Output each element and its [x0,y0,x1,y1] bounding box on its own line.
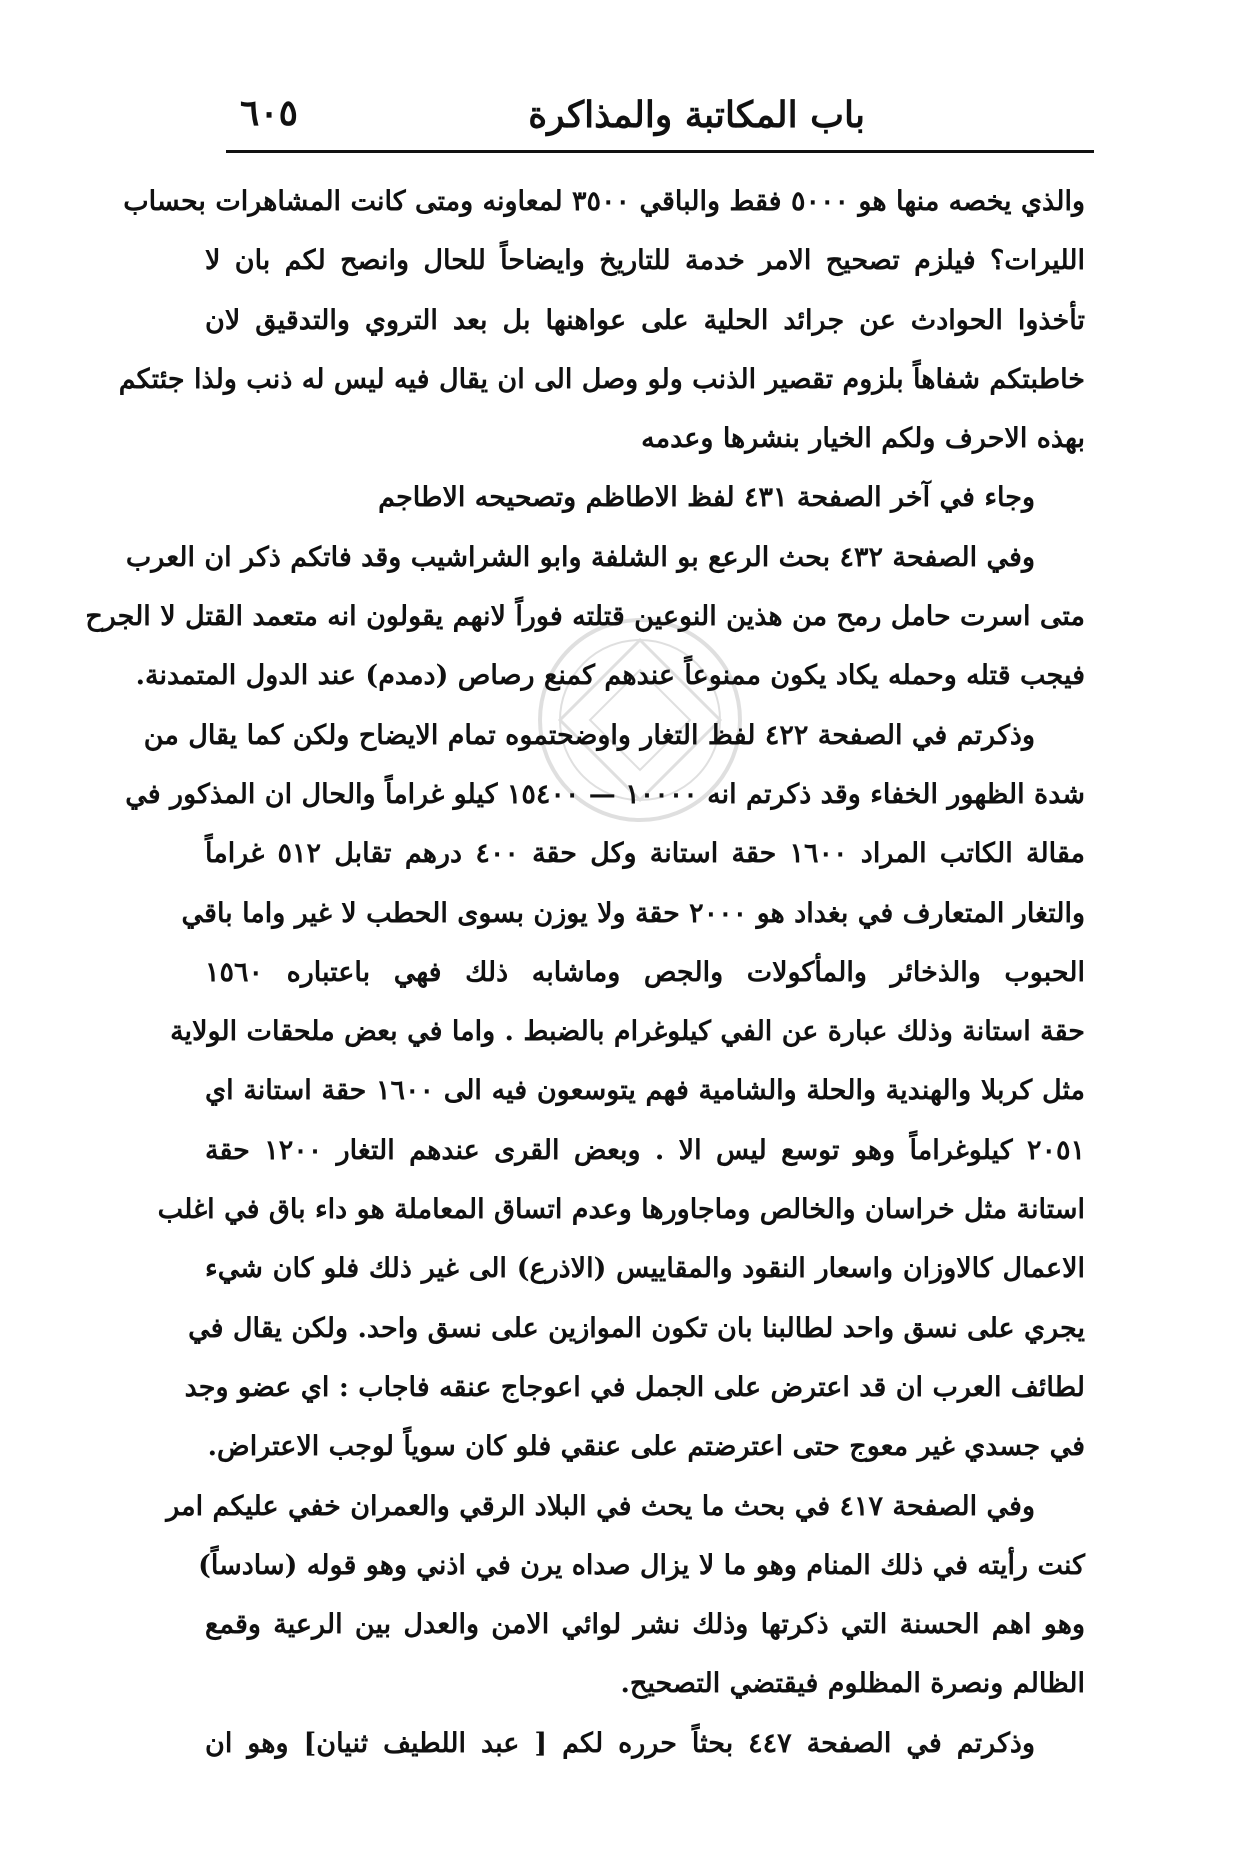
text-line: تأخذوا الحوادث عن جرائد الحلية على عواهنها بل بعد التروي والتدقيق لان [205,304,1085,336]
text-line: وذكرتم في الصفحة ٤٢٢ لفظ التغار واوضحتموه تمام الايضاح ولكن كما يقال من [143,719,1035,751]
text-line: في جسدي غير معوج حتى اعترضتم على عنقي فلو كان سوياً لوجب الاعتراض. [207,1431,1085,1463]
text-line: الاعمال كالاوزان واسعار النقود والمقاييس (الاذرع) الى غير ذلك فلو كان شيء [205,1253,1085,1285]
text-line: الليرات؟ فيلزم تصحيح الامر خدمة للتاريخ وايضاحاً للحال وانصح لكم بان لا [205,245,1085,277]
text-line: فيجب قتله وحمله يكاد يكون ممنوعاً عندهم كمنع رصاص (دمدم) عند الدول المتمدنة. [135,660,1085,692]
text-line: ٢٠٥١ كيلوغراماً وهو توسع ليس الا . وبعض القرى عندهم التغار ١٢٠٠ حقة [205,1134,1085,1166]
text-line: وفي الصفحة ٤١٧ في بحث ما يحث في البلاد الرقي والعمران خفي عليكم امر [166,1490,1035,1522]
article-body [85,172,1085,1773]
text-line: وذكرتم في الصفحة ٤٤٧ بحثاً حرره لكم [ عبد اللطيف ثنيان] وهو ان [205,1727,1035,1759]
text-line: يجري على نسق واحد لطالبنا بان تكون الموازين على نسق واحد. ولكن يقال في [188,1312,1085,1344]
text-line: شدة الظهور الخفاء وقد ذكرتم انه ١٠٠٠٠ — ١٥٤٠٠ كيلو غراماً والحال ان المذكور في [125,778,1085,810]
text-line: خاطبتكم شفاهاً بلزوم تقصير الذنب ولو وصل الى ان يقال فيه ليس له ذنب ولذا جئتكم [118,363,1085,395]
text-line: مثل كربلا والهندية والحلة والشامية فهم يتوسعون فيه الى ١٦٠٠ حقة استانة اي [205,1075,1085,1107]
text-line: استانة مثل خراسان والخالص وماجاورها وعدم اتساق المعاملة هو داء باق في اغلب [157,1194,1085,1226]
text-line: حقة استانة وذلك عبارة عن الفي كيلوغرام بالضبط . واما في بعض ملحقات الولاية [170,1016,1085,1048]
text-line: الظالم ونصرة المظلوم فيقتضي التصحيح. [620,1668,1085,1700]
text-line: متى اسرت حامل رمح من هذين النوعين قتلته فوراً لانهم يقولون انه متعمد القتل لا الجرح [85,601,1085,633]
section-title: باب المكاتبة والمذاكرة [528,94,865,136]
text-line: مقالة الكاتب المراد ١٦٠٠ حقة استانة وكل حقة ٤٠٠ درهم تقابل ٥١٢ غراماً [205,838,1085,870]
text-line: كنت رأيته في ذلك المنام وهو ما لا يزال صداه يرن في اذني وهو قوله (سادساً) [198,1549,1085,1581]
text-line: وجاء في آخر الصفحة ٤٣١ لفظ الاطاظم وتصحيحه الاطاجم [378,482,1035,514]
header-rule [226,150,1094,153]
text-line: بهذه الاحرف ولكم الخيار بنشرها وعدمه [641,423,1085,455]
text-line: وفي الصفحة ٤٣٢ بحث الرعع بو الشلفة وابو الشراشيب وقد فاتكم ذكر ان العرب [125,541,1035,573]
text-line: والتغار المتعارف في بغداد هو ٢٠٠٠ حقة ولا يوزن بسوى الحطب لا غير واما باقي [181,897,1085,929]
text-line: وهو اهم الحسنة التي ذكرتها وذلك نشر لوائي الامن والعدل بين الرعية وقمع [205,1609,1085,1641]
text-line: لطائف العرب ان قد اعترض على الجمل في اعوجاج عنقه فاجاب : اي عضو وجد [184,1371,1085,1403]
text-line: الحبوب والذخائر والمأكولات والجص وماشابه ذلك فهي باعتباره ١٥٦٠ [205,956,1085,988]
text-line: والذي يخصه منها هو ٥٠٠٠ فقط والباقي ٣٥٠٠ لمعاونه ومتى كانت المشاهرات بحساب [123,186,1085,217]
page-number: ٦٠٥ [240,92,299,134]
running-header [220,88,1095,148]
